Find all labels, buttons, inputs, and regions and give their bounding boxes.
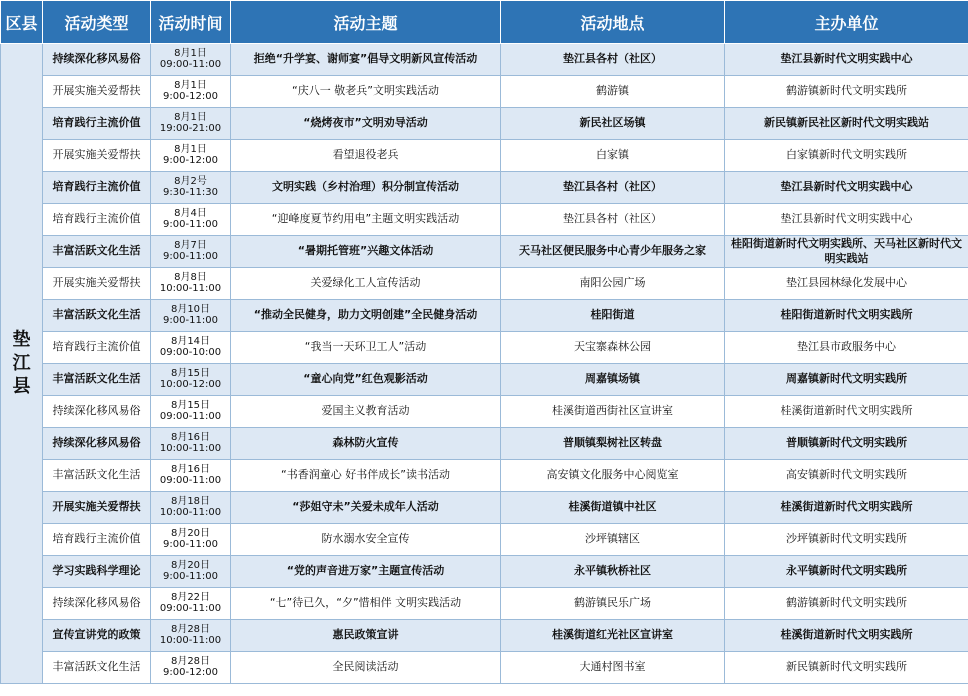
activity-date: 8月15日 (170, 368, 211, 379)
table-header (1, 1, 968, 44)
activity-date: 8月2号 (174, 176, 207, 187)
table-row (1, 652, 968, 684)
activity-time-cell (151, 76, 231, 108)
activity-theme-cell: 森林防火宣传 (231, 428, 501, 460)
organizer-cell: 新民镇新民社区新时代文明实践站 (725, 108, 968, 140)
activity-theme-cell: 全民阅读活动 (231, 652, 501, 684)
activity-location-cell: 垫江县各村（社区） (501, 172, 725, 204)
activity-hours: 9:00-11:00 (163, 250, 218, 262)
table-row (1, 76, 968, 108)
table-body (1, 44, 968, 684)
header-organizer: 主办单位 (725, 1, 968, 44)
organizer-cell: 垫江县新时代文明实践中心 (725, 172, 968, 204)
activity-location-cell: 鹤游镇民乐广场 (501, 588, 725, 620)
table-row (1, 300, 968, 332)
activity-type-cell: 开展实施关爱帮扶 (43, 268, 151, 300)
activity-hours: 9:00-11:00 (163, 218, 218, 230)
activity-location-cell: 桂溪街道镇中社区 (501, 492, 725, 524)
activity-type-cell: 培育践行主流价值 (43, 108, 151, 140)
activity-hours: 9:00-11:00 (163, 314, 218, 326)
activity-date: 8月22日 (170, 592, 211, 603)
activity-type-cell: 开展实施关爱帮扶 (43, 492, 151, 524)
header-row (1, 1, 968, 44)
table-row (1, 460, 968, 492)
activity-location-cell: 垫江县各村（社区） (501, 204, 725, 236)
activity-time-cell (151, 460, 231, 492)
table-row (1, 108, 968, 140)
activity-date: 8月20日 (170, 560, 211, 571)
table-row (1, 172, 968, 204)
activity-location-cell: 南阳公园广场 (501, 268, 725, 300)
organizer-cell: 鹤游镇新时代文明实践所 (725, 76, 968, 108)
activity-time-cell (151, 332, 231, 364)
activity-hours: 10:00-11:00 (159, 282, 222, 294)
activity-theme-cell: 关爱绿化工人宣传活动 (231, 268, 501, 300)
activity-type-cell: 开展实施关爱帮扶 (43, 76, 151, 108)
organizer-cell: 高安镇新时代文明实践所 (725, 460, 968, 492)
activity-time-cell (151, 396, 231, 428)
table-row (1, 332, 968, 364)
activity-date: 8月20日 (170, 528, 211, 539)
activity-theme-cell: 文明实践（乡村治理）积分制宣传活动 (231, 172, 501, 204)
activity-hours: 9:00-11:00 (163, 570, 218, 582)
activity-hours: 09:00-11:00 (159, 474, 222, 486)
activity-theme-cell: 看望退役老兵 (231, 140, 501, 172)
activity-location-cell: 鹤游镇 (501, 76, 725, 108)
activity-date: 8月15日 (170, 400, 211, 411)
activity-hours: 10:00-12:00 (159, 378, 222, 390)
activity-time-cell (151, 428, 231, 460)
activity-location-cell: 桂阳街道 (501, 300, 725, 332)
activity-theme-cell: “迎峰度夏节约用电”主题文明实践活动 (231, 204, 501, 236)
activity-theme-cell: “七”待已久，“夕”惜相伴 文明实践活动 (231, 588, 501, 620)
activity-hours: 09:00-10:00 (159, 346, 222, 358)
activity-type-cell: 学习实践科学理论 (43, 556, 151, 588)
organizer-cell: 永平镇新时代文明实践所 (725, 556, 968, 588)
activity-location-cell: 桂溪街道红光社区宣讲室 (501, 620, 725, 652)
activity-date: 8月16日 (170, 464, 211, 475)
organizer-cell: 桂阳街道新时代文明实践所 (725, 300, 968, 332)
activity-theme-cell: “烧烤夜市”文明劝导活动 (231, 108, 501, 140)
activity-date: 8月4日 (174, 208, 207, 219)
activity-location-cell: 大通村图书室 (501, 652, 725, 684)
activity-date: 8月16日 (170, 432, 211, 443)
table-row (1, 588, 968, 620)
activity-type-cell: 丰富活跃文化生活 (43, 300, 151, 332)
activity-time-cell (151, 140, 231, 172)
table-row (1, 364, 968, 396)
activity-hours: 09:00-11:00 (159, 58, 222, 70)
table-row (1, 620, 968, 652)
table-row (1, 236, 968, 268)
activity-type-cell: 培育践行主流价值 (43, 204, 151, 236)
activity-time-cell (151, 300, 231, 332)
organizer-cell: 垫江县市政服务中心 (725, 332, 968, 364)
activity-date: 8月18日 (170, 496, 211, 507)
organizer-cell: 普顺镇新时代文明实践所 (725, 428, 968, 460)
activity-type-cell: 宣传宣讲党的政策 (43, 620, 151, 652)
activity-location-cell: 天马社区便民服务中心青少年服务之家 (501, 236, 725, 268)
activity-type-cell: 培育践行主流价值 (43, 524, 151, 556)
activity-hours: 10:00-11:00 (159, 442, 222, 454)
activity-time-cell (151, 620, 231, 652)
activity-theme-cell: 爱国主义教育活动 (231, 396, 501, 428)
table-row (1, 140, 968, 172)
table-row (1, 204, 968, 236)
activity-time-cell (151, 268, 231, 300)
activity-type-cell: 培育践行主流价值 (43, 172, 151, 204)
organizer-cell: 周嘉镇新时代文明实践所 (725, 364, 968, 396)
organizer-cell: 新民镇新时代文明实践所 (725, 652, 968, 684)
activity-theme-cell: “庆八一 敬老兵”文明实践活动 (231, 76, 501, 108)
activity-theme-cell: “推动全民健身，助力文明创建”全民健身活动 (231, 300, 501, 332)
activity-location-cell: 普顺镇梨树社区转盘 (501, 428, 725, 460)
organizer-cell: 桂阳街道新时代文明实践所、天马社区新时代文明实践站 (725, 236, 968, 268)
activity-date: 8月1日 (174, 80, 207, 91)
activity-hours: 9:00-12:00 (163, 90, 218, 102)
activity-type-cell: 丰富活跃文化生活 (43, 236, 151, 268)
organizer-cell: 桂溪街道新时代文明实践所 (725, 492, 968, 524)
activity-location-cell: 永平镇秋桥社区 (501, 556, 725, 588)
table-row (1, 44, 968, 76)
activity-theme-cell: “暑期托管班”兴趣文体活动 (231, 236, 501, 268)
organizer-cell: 桂溪街道新时代文明实践所 (725, 396, 968, 428)
activity-time-cell (151, 172, 231, 204)
activity-type-cell: 持续深化移风易俗 (43, 588, 151, 620)
activity-location-cell: 沙坪镇辖区 (501, 524, 725, 556)
activity-location-cell: 天宝寨森林公园 (501, 332, 725, 364)
activity-time-cell (151, 652, 231, 684)
table-row (1, 556, 968, 588)
organizer-cell: 沙坪镇新时代文明实践所 (725, 524, 968, 556)
district-cell: 垫江县 (1, 44, 43, 684)
activity-location-cell: 周嘉镇场镇 (501, 364, 725, 396)
organizer-cell: 垫江县园林绿化发展中心 (725, 268, 968, 300)
activity-time-cell (151, 492, 231, 524)
header-district: 区县 (1, 1, 43, 44)
activity-time-cell (151, 524, 231, 556)
activity-date: 8月14日 (170, 336, 211, 347)
activity-time-cell (151, 44, 231, 76)
header-activity-time: 活动时间 (151, 1, 231, 44)
activity-date: 8月28日 (170, 656, 211, 667)
table-row (1, 268, 968, 300)
activity-hours: 10:00-11:00 (159, 506, 222, 518)
organizer-cell: 鹤游镇新时代文明实践所 (725, 588, 968, 620)
activity-location-cell: 垫江县各村（社区） (501, 44, 725, 76)
activity-time-cell (151, 108, 231, 140)
activity-location-cell: 桂溪街道西街社区宣讲室 (501, 396, 725, 428)
activity-type-cell: 持续深化移风易俗 (43, 428, 151, 460)
activity-theme-cell: “我当一天环卫工人”活动 (231, 332, 501, 364)
table-row (1, 428, 968, 460)
activity-theme-cell: “童心向党”红色观影活动 (231, 364, 501, 396)
activity-date: 8月1日 (174, 48, 207, 59)
activity-type-cell: 丰富活跃文化生活 (43, 460, 151, 492)
activity-date: 8月1日 (174, 144, 207, 155)
activity-type-cell: 持续深化移风易俗 (43, 44, 151, 76)
activity-type-cell: 丰富活跃文化生活 (43, 364, 151, 396)
activity-type-cell: 培育践行主流价值 (43, 332, 151, 364)
activity-time-cell (151, 556, 231, 588)
activity-theme-cell: “莎姐守未”关爱未成年人活动 (231, 492, 501, 524)
activity-time-cell (151, 204, 231, 236)
activity-theme-cell: 防水溺水安全宣传 (231, 524, 501, 556)
activity-type-cell: 丰富活跃文化生活 (43, 652, 151, 684)
header-activity-location: 活动地点 (501, 1, 725, 44)
activity-time-cell (151, 236, 231, 268)
organizer-cell: 白家镇新时代文明实践所 (725, 140, 968, 172)
table-row (1, 492, 968, 524)
activity-type-cell: 开展实施关爱帮扶 (43, 140, 151, 172)
activity-time-cell (151, 364, 231, 396)
header-activity-theme: 活动主题 (231, 1, 501, 44)
activity-hours: 9:00-12:00 (163, 154, 218, 166)
organizer-cell: 垫江县新时代文明实践中心 (725, 44, 968, 76)
activity-date: 8月10日 (170, 304, 211, 315)
activity-hours: 09:00-11:00 (159, 410, 222, 422)
activity-date: 8月1日 (174, 112, 207, 123)
organizer-cell: 垫江县新时代文明实践中心 (725, 204, 968, 236)
activity-hours: 9:00-11:00 (163, 538, 218, 550)
activity-theme-cell: “书香润童心 好书伴成长”读书活动 (231, 460, 501, 492)
activity-time-cell (151, 588, 231, 620)
table-row (1, 396, 968, 428)
activity-hours: 09:00-11:00 (159, 602, 222, 614)
header-activity-type: 活动类型 (43, 1, 151, 44)
activity-date: 8月28日 (170, 624, 211, 635)
activity-type-cell: 持续深化移风易俗 (43, 396, 151, 428)
activity-hours: 10:00-11:00 (159, 634, 222, 646)
table-row (1, 524, 968, 556)
activity-hours: 19:00-21:00 (159, 122, 222, 134)
activity-theme-cell: 拒绝“升学宴、谢师宴”倡导文明新风宣传活动 (231, 44, 501, 76)
activity-location-cell: 白家镇 (501, 140, 725, 172)
activity-date: 8月7日 (174, 240, 207, 251)
activity-hours: 9:00-12:00 (163, 666, 218, 678)
activity-date: 8月8日 (174, 272, 207, 283)
activity-hours: 9:30-11:30 (163, 186, 218, 198)
activity-theme-cell: “党的声音进万家”主题宣传活动 (231, 556, 501, 588)
activity-theme-cell: 惠民政策宣讲 (231, 620, 501, 652)
activity-location-cell: 新民社区场镇 (501, 108, 725, 140)
organizer-cell: 桂溪街道新时代文明实践所 (725, 620, 968, 652)
activity-location-cell: 高安镇文化服务中心阅览室 (501, 460, 725, 492)
